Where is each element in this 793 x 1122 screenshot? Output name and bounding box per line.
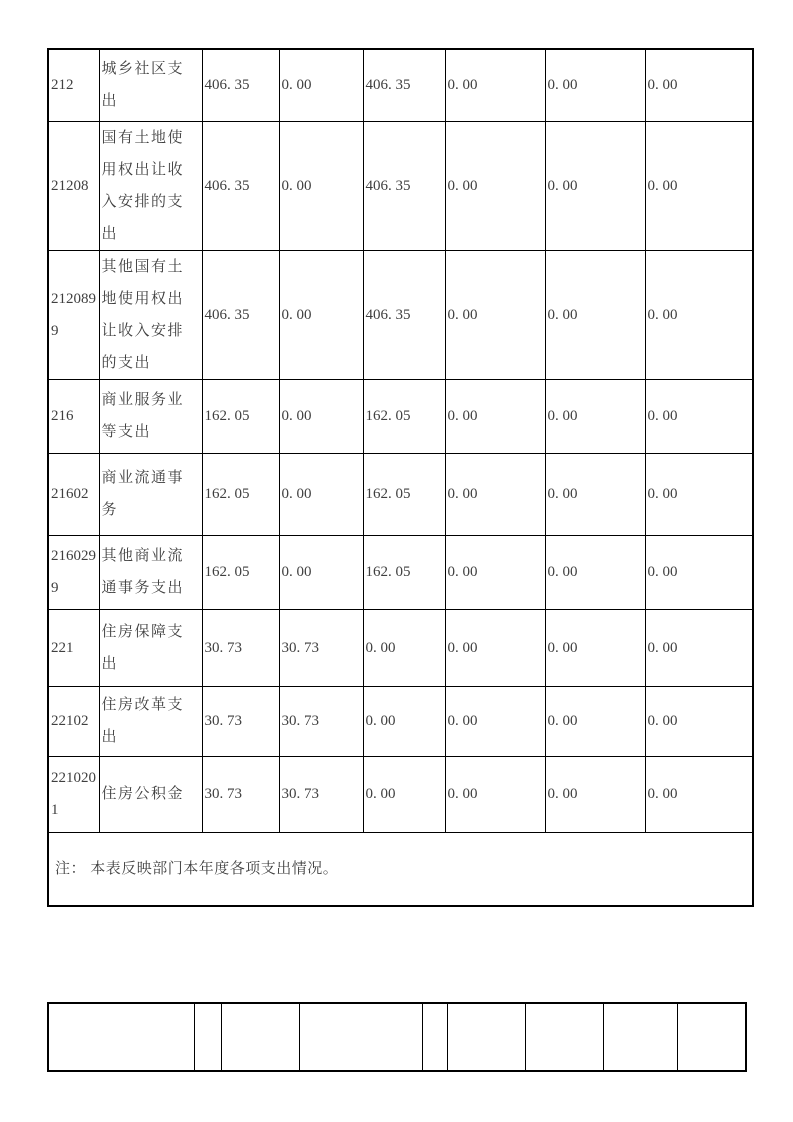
expenditure-table: [47, 48, 754, 907]
subject-name-cell: 住房公积金: [99, 756, 202, 832]
note-row: [48, 832, 753, 906]
amount-cell: 0. 00: [279, 121, 363, 250]
table-note: 注： 本表反映部门本年度各项支出情况。: [48, 832, 753, 906]
empty-cell: [677, 1003, 746, 1071]
next-table: [47, 1002, 747, 1072]
amount-cell: 162. 05: [202, 453, 279, 535]
amount-cell: 0. 00: [545, 756, 645, 832]
amount-cell: 0. 00: [645, 756, 753, 832]
empty-cell: [48, 1003, 194, 1071]
code-cell: 2210201: [48, 756, 99, 832]
subject-name-cell: 住房改革支出: [99, 686, 202, 756]
table-row: [48, 49, 753, 121]
empty-cell: [221, 1003, 299, 1071]
amount-cell: 0. 00: [445, 250, 545, 379]
amount-cell: 162. 05: [363, 379, 445, 453]
amount-cell: 0. 00: [645, 609, 753, 686]
amount-cell: 0. 00: [279, 379, 363, 453]
subject-name-cell: 商业流通事务: [99, 453, 202, 535]
empty-cell: [603, 1003, 677, 1071]
table-row: [48, 121, 753, 250]
amount-cell: 0. 00: [545, 121, 645, 250]
code-cell: 2160299: [48, 535, 99, 609]
amount-cell: 162. 05: [363, 453, 445, 535]
empty-cell: [525, 1003, 603, 1071]
table-row: [48, 609, 753, 686]
subject-name-cell: 其他国有土地使用权出让收入安排的支出: [99, 250, 202, 379]
empty-cell: [194, 1003, 221, 1071]
table-row: [48, 1003, 746, 1071]
amount-cell: 0. 00: [363, 609, 445, 686]
amount-cell: 162. 05: [202, 379, 279, 453]
subject-name-cell: 其他商业流通事务支出: [99, 535, 202, 609]
amount-cell: 0. 00: [645, 686, 753, 756]
amount-cell: 0. 00: [445, 535, 545, 609]
amount-cell: 0. 00: [445, 379, 545, 453]
amount-cell: 0. 00: [445, 756, 545, 832]
amount-cell: 0. 00: [279, 49, 363, 121]
amount-cell: 0. 00: [545, 250, 645, 379]
amount-cell: 0. 00: [645, 379, 753, 453]
amount-cell: 406. 35: [363, 121, 445, 250]
code-cell: 216: [48, 379, 99, 453]
table-row: [48, 535, 753, 609]
amount-cell: 0. 00: [545, 535, 645, 609]
empty-cell: [447, 1003, 525, 1071]
subject-name-cell: 城乡社区支出: [99, 49, 202, 121]
code-cell: 21208: [48, 121, 99, 250]
amount-cell: 406. 35: [202, 49, 279, 121]
subject-name-cell: 住房保障支出: [99, 609, 202, 686]
amount-cell: 0. 00: [545, 453, 645, 535]
subject-name-cell: 国有土地使用权出让收入安排的支出: [99, 121, 202, 250]
code-cell: 221: [48, 609, 99, 686]
amount-cell: 0. 00: [545, 686, 645, 756]
amount-cell: 0. 00: [445, 121, 545, 250]
subject-name-cell: 商业服务业等支出: [99, 379, 202, 453]
amount-cell: 0. 00: [545, 49, 645, 121]
amount-cell: 0. 00: [645, 49, 753, 121]
code-cell: 21602: [48, 453, 99, 535]
amount-cell: 406. 35: [363, 250, 445, 379]
amount-cell: 0. 00: [445, 453, 545, 535]
amount-cell: 0. 00: [545, 379, 645, 453]
amount-cell: 0. 00: [645, 453, 753, 535]
code-cell: 212: [48, 49, 99, 121]
amount-cell: 162. 05: [202, 535, 279, 609]
amount-cell: 406. 35: [363, 49, 445, 121]
empty-cell: [422, 1003, 447, 1071]
amount-cell: 30. 73: [202, 609, 279, 686]
table-row: [48, 453, 753, 535]
amount-cell: 0. 00: [645, 250, 753, 379]
amount-cell: 0. 00: [279, 250, 363, 379]
amount-cell: 30. 73: [279, 686, 363, 756]
amount-cell: 406. 35: [202, 250, 279, 379]
amount-cell: 0. 00: [645, 535, 753, 609]
table-row: [48, 379, 753, 453]
amount-cell: 0. 00: [279, 535, 363, 609]
amount-cell: 0. 00: [363, 686, 445, 756]
amount-cell: 30. 73: [279, 609, 363, 686]
code-cell: 22102: [48, 686, 99, 756]
amount-cell: 162. 05: [363, 535, 445, 609]
table-row: [48, 686, 753, 756]
amount-cell: 0. 00: [363, 756, 445, 832]
table-row: [48, 756, 753, 832]
amount-cell: 30. 73: [279, 756, 363, 832]
amount-cell: 30. 73: [202, 686, 279, 756]
amount-cell: 0. 00: [279, 453, 363, 535]
empty-cell: [299, 1003, 422, 1071]
amount-cell: 0. 00: [445, 49, 545, 121]
code-cell: 2120899: [48, 250, 99, 379]
amount-cell: 30. 73: [202, 756, 279, 832]
amount-cell: 0. 00: [445, 609, 545, 686]
amount-cell: 0. 00: [545, 609, 645, 686]
table-row: [48, 250, 753, 379]
amount-cell: 0. 00: [445, 686, 545, 756]
amount-cell: 0. 00: [645, 121, 753, 250]
amount-cell: 406. 35: [202, 121, 279, 250]
